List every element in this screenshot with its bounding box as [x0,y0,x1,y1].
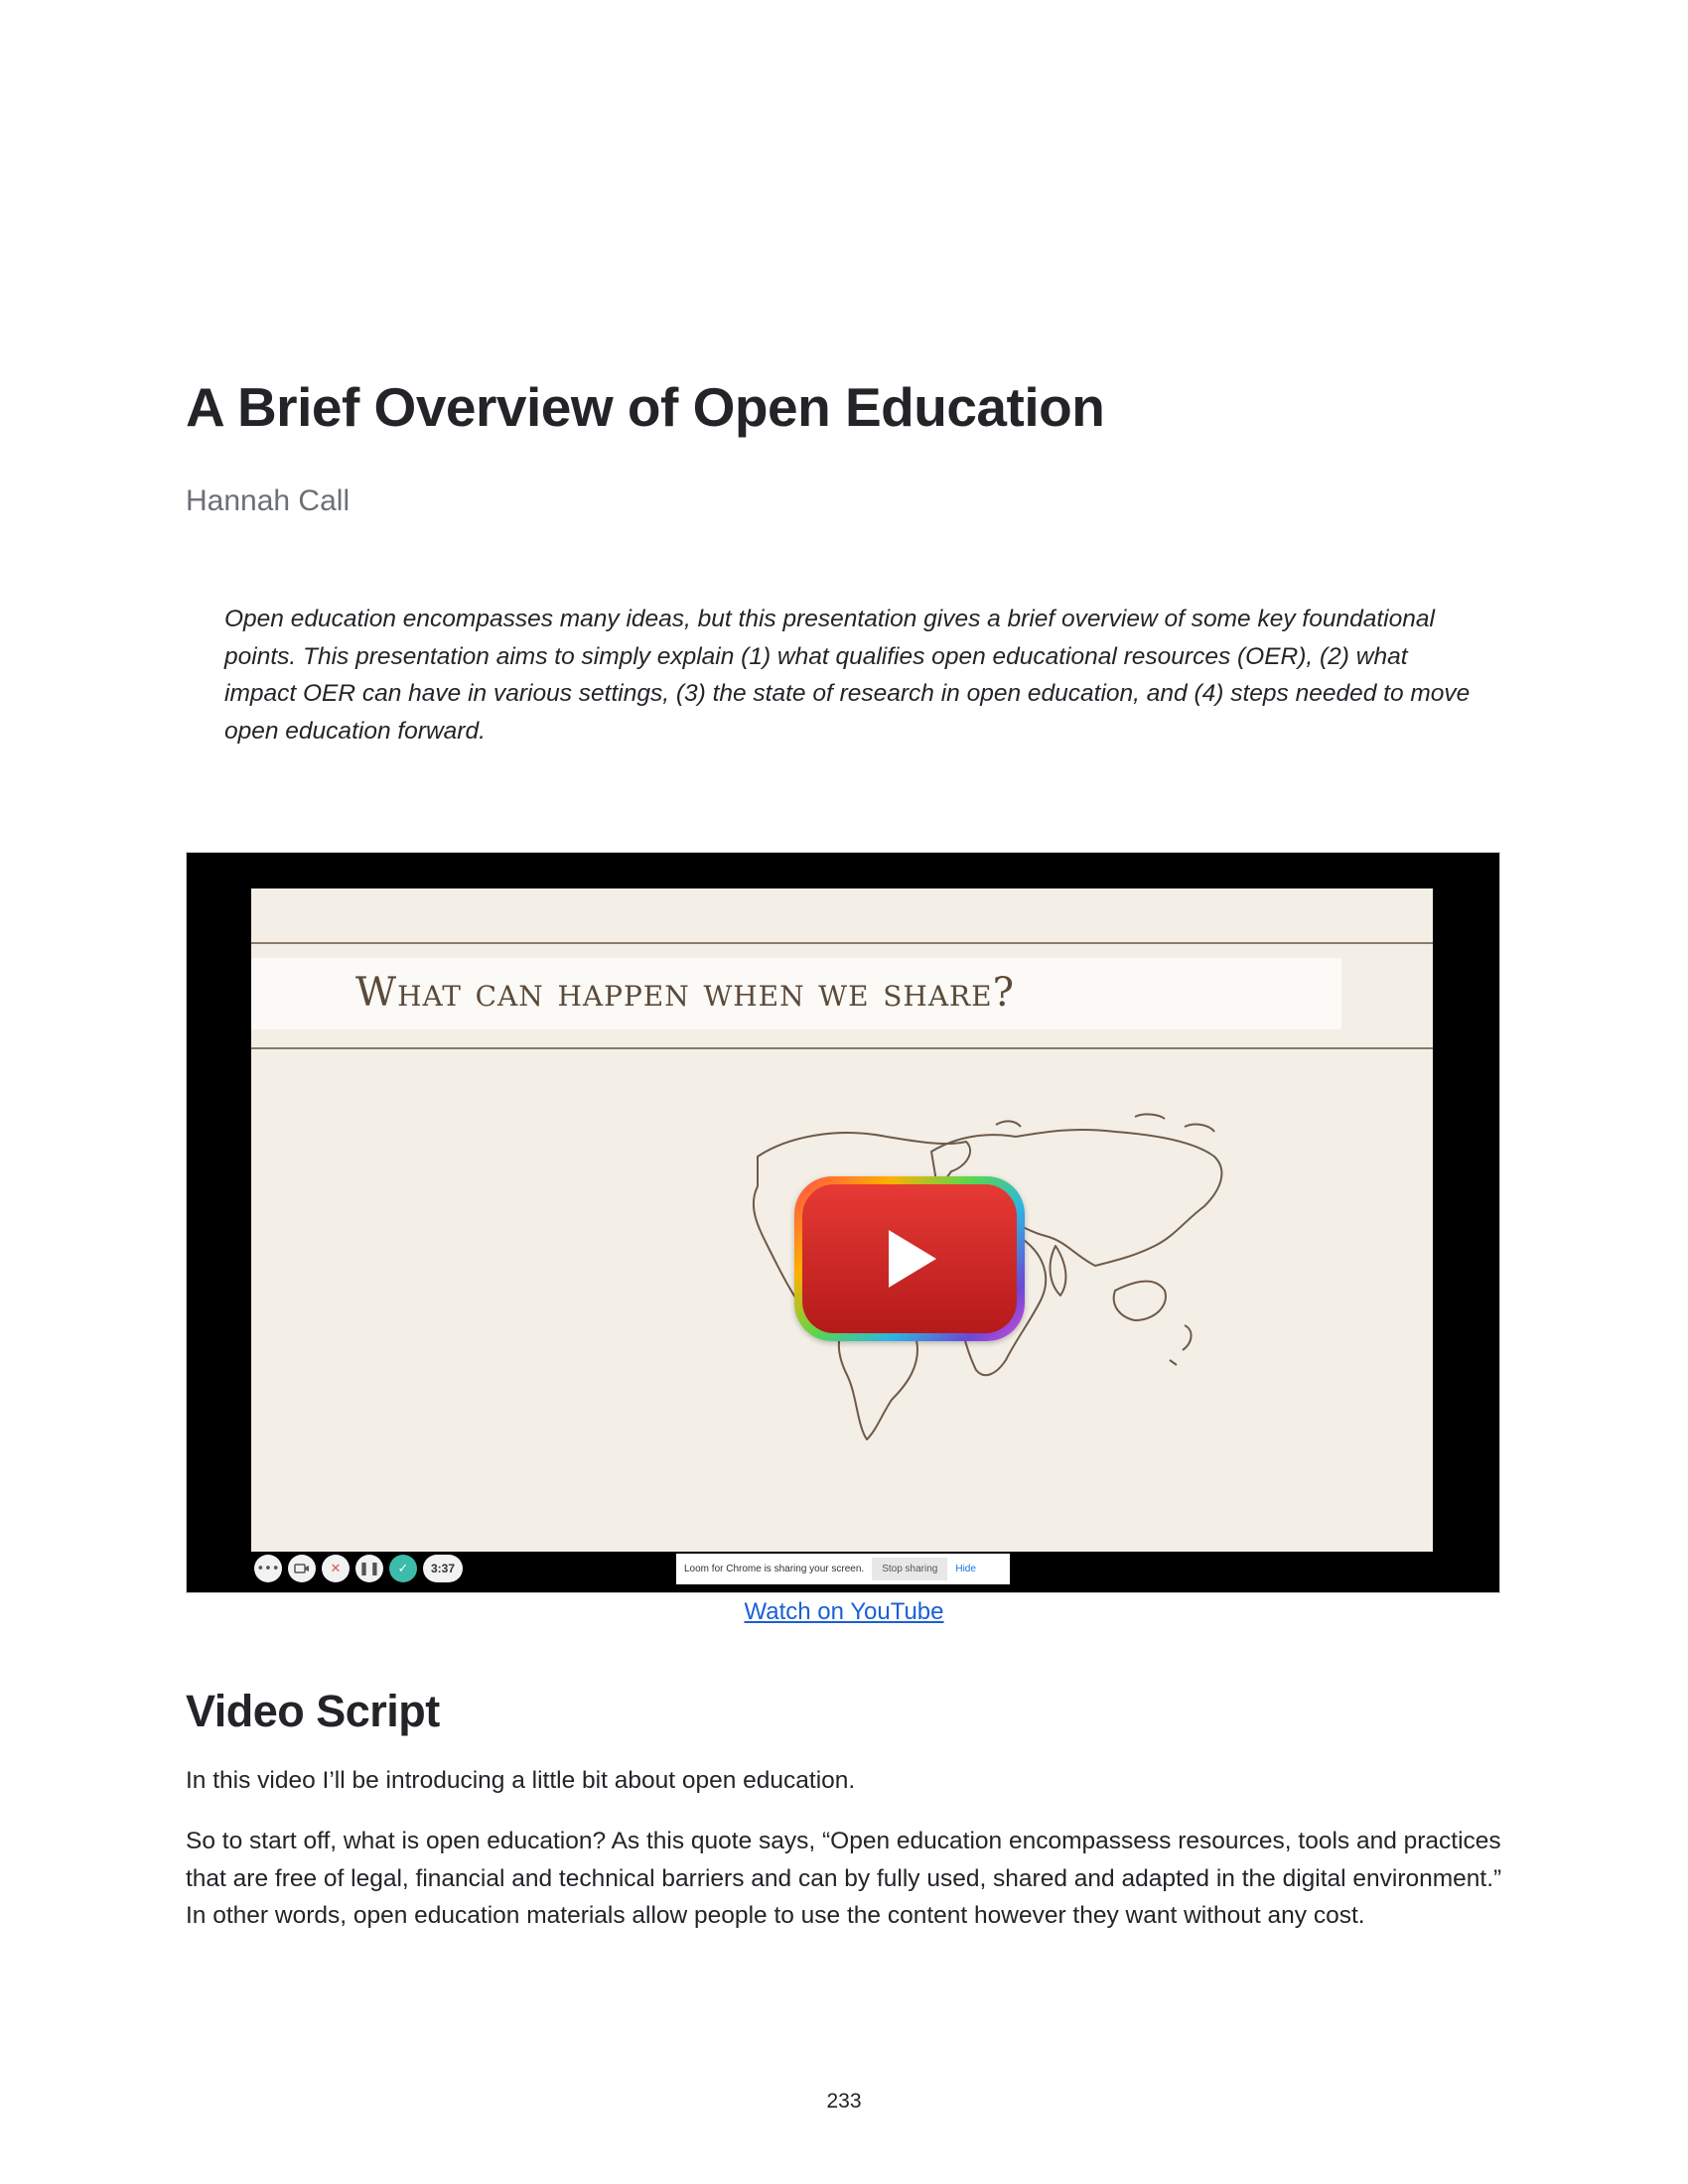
recording-toolbar [254,1552,463,1585]
paragraph: So to start off, what is open education? As this quote says, “Open education encompassess resources, tools and practices that are free of legal, financial and technical barriers and can by fully used, shared and adapted in the digital environment.” In other words, open education materials allow people to use the content however they want without any cost. [186,1828,1502,1929]
check-icon[interactable]: ✓ [389,1555,417,1582]
slide-bottom-rule [251,1047,1433,1049]
slide-heading: What can happen when we share? [355,970,1016,1016]
page-number: 233 [826,2090,862,2113]
hide-button[interactable]: Hide [955,1564,976,1574]
video-slide [251,888,1433,1552]
pause-icon[interactable]: ❚❚ [355,1555,383,1582]
close-icon[interactable]: ✕ [322,1555,350,1582]
slide-heading-box [251,958,1341,1029]
video-embed[interactable] [186,852,1500,1593]
youtube-play-button[interactable] [794,1176,1025,1341]
watch-on-youtube-link[interactable]: Watch on YouTube [744,1598,944,1625]
share-message: Loom for Chrome is sharing your screen. [684,1564,865,1574]
section-heading: Video Script [186,1686,440,1736]
stop-sharing-button[interactable]: Stop sharing [872,1558,947,1580]
screen-share-bar [676,1554,1010,1584]
slide-top-rule [251,942,1433,944]
abstract: Open education encompasses many ideas, but this presentation gives a brief overview of some key foundational points. This presentation aims to simply explain (1) what qualifies open educational resources (OER), (2) what impact OER can have in various settings, (3) the state of research in open education, and (4) steps needed to move open education forward. [224,606,1471,745]
youtube-play-icon [875,1224,944,1294]
recording-timer: 3:37 [423,1555,463,1582]
more-dots-icon[interactable]: ••• [254,1555,282,1582]
page-title: A Brief Overview of Open Education [186,376,1105,438]
author-name: Hannah Call [186,484,351,517]
camera-icon[interactable] [288,1555,316,1582]
paragraph: In this video I’ll be introducing a little bit about open education. [186,1767,856,1794]
